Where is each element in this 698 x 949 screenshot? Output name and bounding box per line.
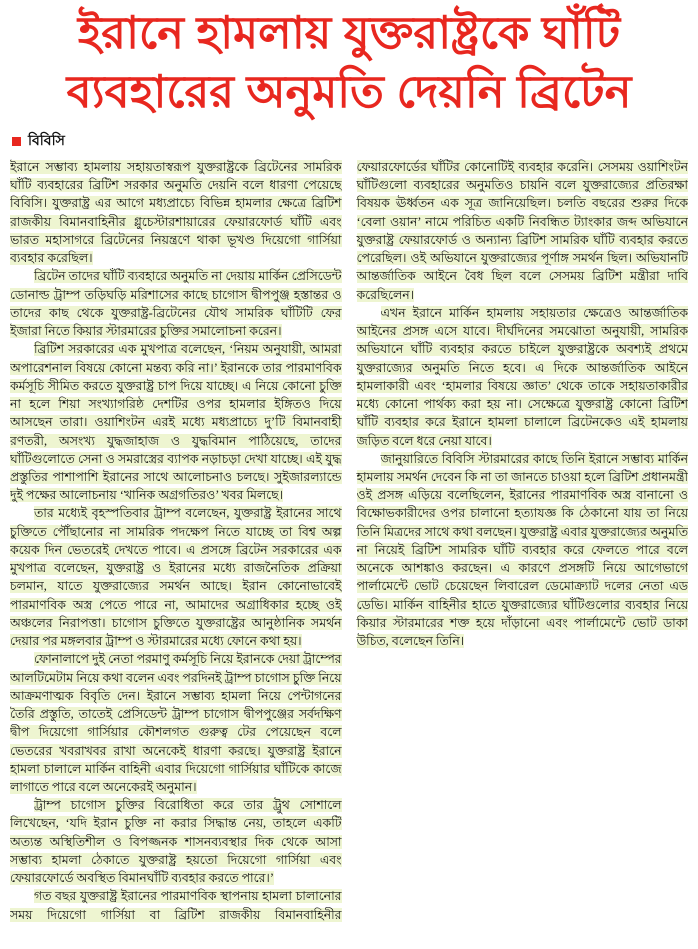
paragraph-text: ট্রাম্প চাগোস চুক্তির বিরোধিতা করে তার ট্রুথ সোশালে লিখেছেন, ‘যদি ইরান চুক্তি না করার সিদ্ধান্ত নেয়, তাহলে একটি অত্যন্ত অস্থিতিশীল ও বিপজ্জনক শাসনব্যবস্থার দিক থেকে আসা সম্ভাব্য হামলা ঠেকাতে যুক্তরাষ্ট্র হয়তো দিয়েগো গার্সিয়া এবং ফেয়ারফোর্ডে অবস্থিত বিমানঘাঁটি ব্যবহার করতে পারে।’ bbox=[10, 798, 342, 886]
article-paragraph bbox=[10, 650, 342, 796]
article-paragraph bbox=[357, 450, 689, 651]
headline-line-1: ইরানে হামলায় যুক্তরাষ্ট্রকে ঘাঁটি bbox=[77, 7, 621, 58]
paragraph-text: তার মধ্যেই বৃহস্পতিবার ট্রাম্প বলেছেন, যুক্তরাষ্ট্র ইরানের সাথে চুক্তিতে পৌঁছানোর না সামরিক পদক্ষেপ নিতে যাচ্ছে তা বিশ্ব অল্প কয়েক দিন ভেতরেই দেখতে পাবে। এ প্রসঙ্গে ব্রিটেন সরকারের এক মুখপাত্র বলেছেন, যুক্তরাষ্ট্র ও ইরানের মধ্যে রাজনৈতিক প্রক্রিয়া চলমান, যাতে যুক্তরাজ্যের সমর্থন আছে। ইরান কোনোভাবেই পারমাণবিক অস্ত্র পেতে পারে না, আমাদের অগ্রাধিকার হচ্ছে ওই অঞ্চলের নিরাপত্তা। চাগোস চুক্তিতে যুক্তরাষ্ট্রের আনুষ্ঠানিক সমর্থন দেয়ার পর মঙ্গলবার ট্রাম্প ও স্টারমারের মধ্যে ফোনে কথা হয়। bbox=[10, 506, 342, 649]
byline bbox=[12, 129, 688, 153]
headline-line-2: ব্যবহারের অনুমতি দেয়নি ব্রিটেন bbox=[66, 65, 632, 117]
paragraph-text: গত বছর যুক্তরাষ্ট্র ইরানের পারমাণবিক স্থাপনায় হামলা চালানোর সময় দিয়েগো গার্সিয়া বা ব্রিটিশ রাজকীয় বিমানবাহিনীর ফেয়ারফোর্ডের ঘাঁটির কোনোটিই ব্যবহার করেনি। সেসময় ওয়াশিংটন ঘাঁটিগুলো ব্যবহারের অনুমতিও চায়নি বলে যুক্তরাজ্যের প্রতিরক্ষা বিষয়ক ঊর্ধ্বতন এক সূত্র জানিয়েছিল। চলতি বছরের শুরুর দিকে ‘বেলা ওয়ান’ নামে পরিচিত একটি নিবন্ধিত ট্যাংকার জব্দ অভিযানে যুক্তরাষ্ট্র ফেয়ারফোর্ড ও অন্যান্য ব্রিটিশ সামরিক ঘাঁটি ব্যবহার করতে পেরেছিল। ওই অভিযানে যুক্তরাজ্যের পূর্ণাঙ্গ সমর্থন ছিল। অভিযানটি আন্তর্জাতিক আইনে বৈধ ছিল বলে সেসময় ব্রিটিশ মন্ত্রীরা দাবি করেছিলেন। bbox=[10, 160, 688, 922]
article-paragraph bbox=[10, 158, 342, 267]
article-paragraph bbox=[10, 267, 342, 340]
paragraph-text: এখন ইরানে মার্কিন হামলায় সহায়তার ক্ষেত্রেও আন্তর্জাতিক আইনের প্রসঙ্গ এসে যাবে। দীর্ঘদিনের সমঝোতা অনুযায়ী, সামরিক অভিযানে ঘাঁটি ব্যবহার করতে চাইলে যুক্তরাষ্ট্রকে অবশ্যই প্রথমে যুক্তরাজ্যের অনুমতি নিতে হবে। এ দিকে আন্তর্জাতিক আইনে হামলাকারী এবং ‘হামলার বিষয়ে জ্ঞাত’ থেকে তাকে সহায়তাকারীর মধ্যে কোনো পার্থক্য করা হয় না। সেক্ষেত্রে যুক্তরাষ্ট্র কোনো ব্রিটিশ ঘাঁটি ব্যবহার করে ইরানে হামলা চালালে ব্রিটেনকেও এই হামলায় জড়িত বলে ধরে নেয়া যাবে। bbox=[356, 305, 688, 448]
article-body bbox=[10, 158, 688, 930]
byline-source: বিবিসি bbox=[28, 132, 65, 148]
paragraph-text: ব্রিটেন তাদের ঘাঁটি ব্যবহারে অনুমতি না দেয়ায় মার্কিন প্রেসিডেন্ট ডোনাল্ড ট্রাম্প তড়িঘড়ি মরিশাসের কাছে চাগোস দ্বীপপুঞ্জ হস্তান্তর ও তাদের কাছ থেকে যুক্তরাষ্ট্র-ব্রিটেনের যৌথ সামরিক ঘাঁটিটি ফের ইজারা নিতে কিয়ার স্টারমারের চুক্তির সমালোচনা করেন। bbox=[10, 269, 342, 339]
article-paragraph bbox=[10, 504, 342, 650]
paragraph-text: ফোনালাপে দুই নেতা পরমাণু কর্মসূচি নিয়ে ইরানকে দেয়া ট্রাম্পের আলটিমেটাম নিয়ে কথা বলেন এবং পরদিনই ট্রাম্প চাগোস চুক্তি নিয়ে আক্রমণাত্মক বিবৃতি দেন। ইরানে সম্ভাব্য হামলা নিয়ে পেন্টাগনের তৈরি প্রস্তুতি, তাতেই প্রেসিডেন্ট ট্রাম্প চাগোস দ্বীপপুঞ্জের সর্বদক্ষিণ দ্বীপ দিয়েগো গার্সিয়ার কৌশলগত গুরুত্ব টের পেয়েছেন বলে ভেতরের খবরাখবর রাখা অনেকেই ধারণা করছে। যুক্তরাষ্ট্র ইরানে হামলা চালালে মার্কিন বাহিনী এবার দিয়েগো গার্সিয়ার ঘাঁটিকে কাজে লাগাতে পারে বলে অনেকেরই অনুমান। bbox=[10, 652, 342, 794]
paragraph-text: জানুয়ারিতে বিবিসি স্টারমারের কাছে তিনি ইরানে সম্ভাব্য মার্কিন হামলায় সমর্থন দেবেন কি না তা জানতে চাওয়া হলে ব্রিটিশ প্রধানমন্ত্রী ওই প্রসঙ্গ এড়িয়ে বলেছিলেন, ইরানের পারমাণবিক অস্ত্র বানানো ও বিক্ষোভকারীদের ওপর চালানো হত্যাযজ্ঞ কি ঠেকানো যায় তা নিয়ে তিনি মিত্রদের সাথে কথা বলছেন। যুক্তরাষ্ট্র এবার যুক্তরাজ্যের অনুমতি না নিয়েই ব্রিটিশ সামরিক ঘাঁটি ব্যবহার করে ফেলতে পারে বলে অনেকে আশঙ্কাও করছেন। এ কারণে প্রসঙ্গটি নিয়ে আগেভাগে পার্লামেন্টে ভোট চেয়েছেন লিবারেল ডেমোক্র্যাট দলের নেতা এড ডেভি। মার্কিন বাহিনীর হাতে যুক্তরাজ্যের ঘাঁটিগুলোর ব্যবহার নিয়ে কিয়ার স্টারমারের শক্ত হয়ে দাঁড়ানো এবং পার্লামেন্টে ভোট ডাকা উচিত, বলেছেন তিনি। bbox=[356, 451, 688, 649]
article-paragraph bbox=[357, 304, 689, 450]
article-paragraph bbox=[10, 340, 342, 504]
article-paragraph bbox=[10, 796, 342, 887]
paragraph-text: ইরানে সম্ভাব্য হামলায় সহায়তাস্বরূপ যুক্তরাষ্ট্রকে ব্রিটেনের সামরিক ঘাঁটি ব্যবহারের ব্রিটিশ সরকার অনুমতি দেয়নি বলে ধারণা পেয়েছে বিবিসি। যুক্তরাষ্ট্র এর আগে মধ্যপ্রাচ্যে বিভিন্ন হামলার ক্ষেত্রে ব্রিটিশ রাজকীয় বিমানবাহিনীর গ্লুচেস্টারশায়ারের ফেয়ারফোর্ড ঘাঁটি এবং ভারত মহাসাগরে ব্রিটেনের নিয়ন্ত্রণে থাকা ভূখণ্ড দিয়েগো গার্সিয়া ব্যবহার করেছিল। bbox=[10, 160, 342, 266]
headline bbox=[10, 4, 688, 121]
paragraph-text: ব্রিটিশ সরকারের এক মুখপাত্র বলেছেন, ‘নিয়ম অনুযায়ী, আমরা অপারেশনাল বিষয়ে কোনো মন্তব্য করি না।’ ইরানকে তার পারমাণবিক কর্মসূচি সীমিত করতে যুক্তরাষ্ট্র চাপ দিয়ে যাচ্ছে। এ নিয়ে কোনো চুক্তি না হলে শিয়া সংখ্যাগরিষ্ঠ দেশটির ওপর হামলার ইঙ্গিতও দিয়ে আসছেন তারা। ওয়াশিংটন এরই মধ্যে মধ্যপ্রাচ্যে দু’টি বিমানবাহী রণতরী, অসংখ্য যুদ্ধজাহাজ ও যুদ্ধবিমান পাঠিয়েছে, তাদের ঘাঁটিগুলোতে সেনা ও সমরাস্ত্রের ব্যাপক নড়াচড়া দেখা যাচ্ছে। এই যুদ্ধ প্রস্তুতির পাশাপাশি ইরানের সাথে আলোচনাও চলছে। সুইজারল্যান্ডে দুই পক্ষের আলোচনায় ‘খানিক অগ্রগতিরও’ খবর মিলছে। bbox=[10, 342, 342, 503]
bullet-square-icon bbox=[12, 137, 21, 146]
